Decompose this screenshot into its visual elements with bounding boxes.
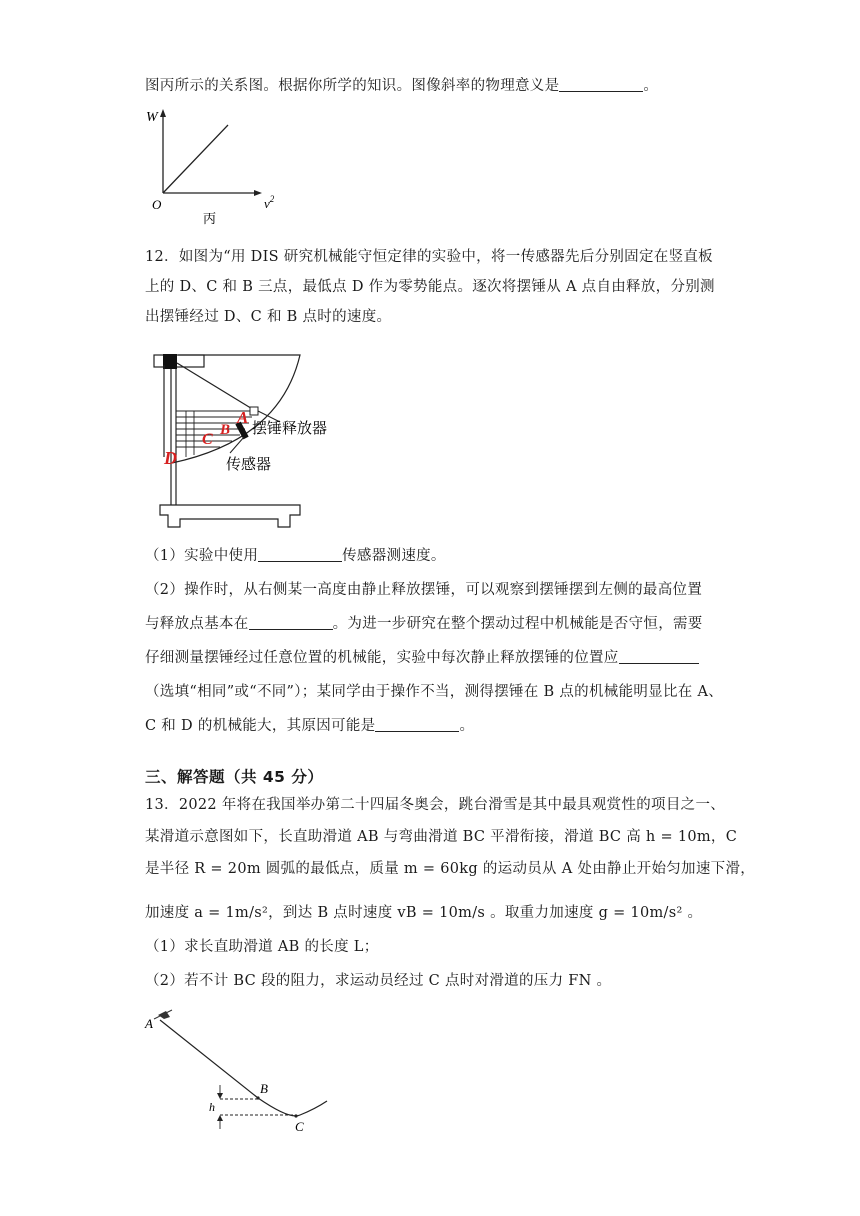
q13-line3: 是半径 R = 20m 圆弧的最低点，质量 m = 60kg 的运动员从 A 处由静止开始匀加速下滑，: [145, 861, 756, 877]
graph-caption: 丙: [203, 211, 217, 226]
q13-line1: 13．2022 年将在我国举办第二十四届冬奥会，跳台滑雪是其中最具观赏性的项目之一、: [145, 797, 726, 813]
label-B: B: [220, 422, 231, 438]
label-A: A: [237, 408, 249, 427]
q12-sub2-line3: 仔细测量摆锤经过任意位置的机械能，实验中每次静止释放摆锤的位置应: [145, 648, 699, 668]
q12-sub2-line2: 与释放点基本在 。为进一步研究在整个摆动过程中机械能是否守恒，需要: [145, 616, 703, 632]
answer-blank-level: [249, 615, 333, 630]
label-A: A: [145, 1016, 153, 1031]
label-C: C: [202, 431, 213, 448]
q13-sub1: （1）求长直助滑道 AB 的长度 L；: [145, 939, 379, 955]
answer-blank-sensor: [258, 547, 342, 562]
release-device-label: 摆锤释放器: [252, 421, 328, 437]
q12-line2: 上的 D、C 和 B 三点，最低点 D 作为零势能点。逐次将摆锤从 A 点自由释放，分别测: [145, 279, 715, 295]
pendulum-string: [177, 363, 254, 410]
ski-slope-figure: [140, 1005, 340, 1135]
q12-line3: 出摆锤经过 D、C 和 B 点时的速度。: [145, 309, 392, 325]
skier-icon: [154, 1010, 172, 1019]
graph-bing: [140, 105, 280, 230]
curve-BC: [258, 1098, 327, 1116]
label-h: h: [209, 1100, 215, 1114]
q12-sub1: （1）实验中使用 传感器测速度。: [145, 548, 446, 564]
graph-line: [163, 125, 228, 193]
y-axis-arrow: [160, 109, 166, 117]
x-axis-arrow: [254, 190, 262, 196]
release-device: [250, 407, 258, 415]
q12-sub2-line5: C 和 D 的机械能大，其原因可能是 。: [145, 718, 475, 734]
pivot-block: [163, 354, 177, 369]
top-bar: [154, 355, 204, 367]
label-D: D: [164, 448, 177, 468]
q13-sub2: （2）若不计 BC 段的阻力，求运动员经过 C 点时对滑道的压力 FN 。: [145, 973, 612, 989]
label-B: B: [260, 1081, 268, 1096]
q13-line2: 某滑道示意图如下，长直助滑道 AB 与弯曲滑道 BC 平滑衔接，滑道 BC 高 h = 10m，C: [145, 829, 738, 845]
q12-line1: 12．如图为“用 DIS 研究机械能守恒定律的实验中，将一传感器先后分别固定在竖直板: [145, 249, 713, 265]
sensor-label: 传感器: [226, 457, 272, 473]
section-title: 三、解答题（共 45 分）: [145, 768, 324, 786]
answer-blank-reason: [375, 717, 459, 732]
intro-end: 。: [643, 78, 659, 94]
intro-line: [145, 76, 658, 96]
origin-label: O: [152, 197, 162, 212]
label-C: C: [295, 1119, 304, 1134]
pendulum-apparatus-figure: [150, 345, 360, 535]
answer-blank-position: [619, 649, 699, 664]
x-axis-label: $v^2$: [264, 194, 275, 211]
q12-sub2-line1: （2）操作时，从右侧某一高度由静止释放摆锤，可以观察到摆锤摆到左侧的最高位置: [145, 582, 703, 598]
q13-line4: 加速度 a = 1m/s²，到达 B 点时速度 vB = 10m/s 。取重力加速度 g = 10m/s² 。: [145, 905, 703, 921]
intro-text: 图丙所示的关系图。根据你所学的知识。图像斜率的物理意义是: [145, 78, 560, 94]
apparatus-base: [160, 505, 300, 527]
q12-sub2-line4: （选填“相同”或“不同”）；某同学由于操作不当，测得摆锤在 B 点的机械能明显比在 A、: [145, 684, 724, 700]
slope-AB: [160, 1020, 258, 1098]
answer-blank-slope: [559, 77, 643, 92]
y-axis-label: W: [146, 110, 158, 125]
